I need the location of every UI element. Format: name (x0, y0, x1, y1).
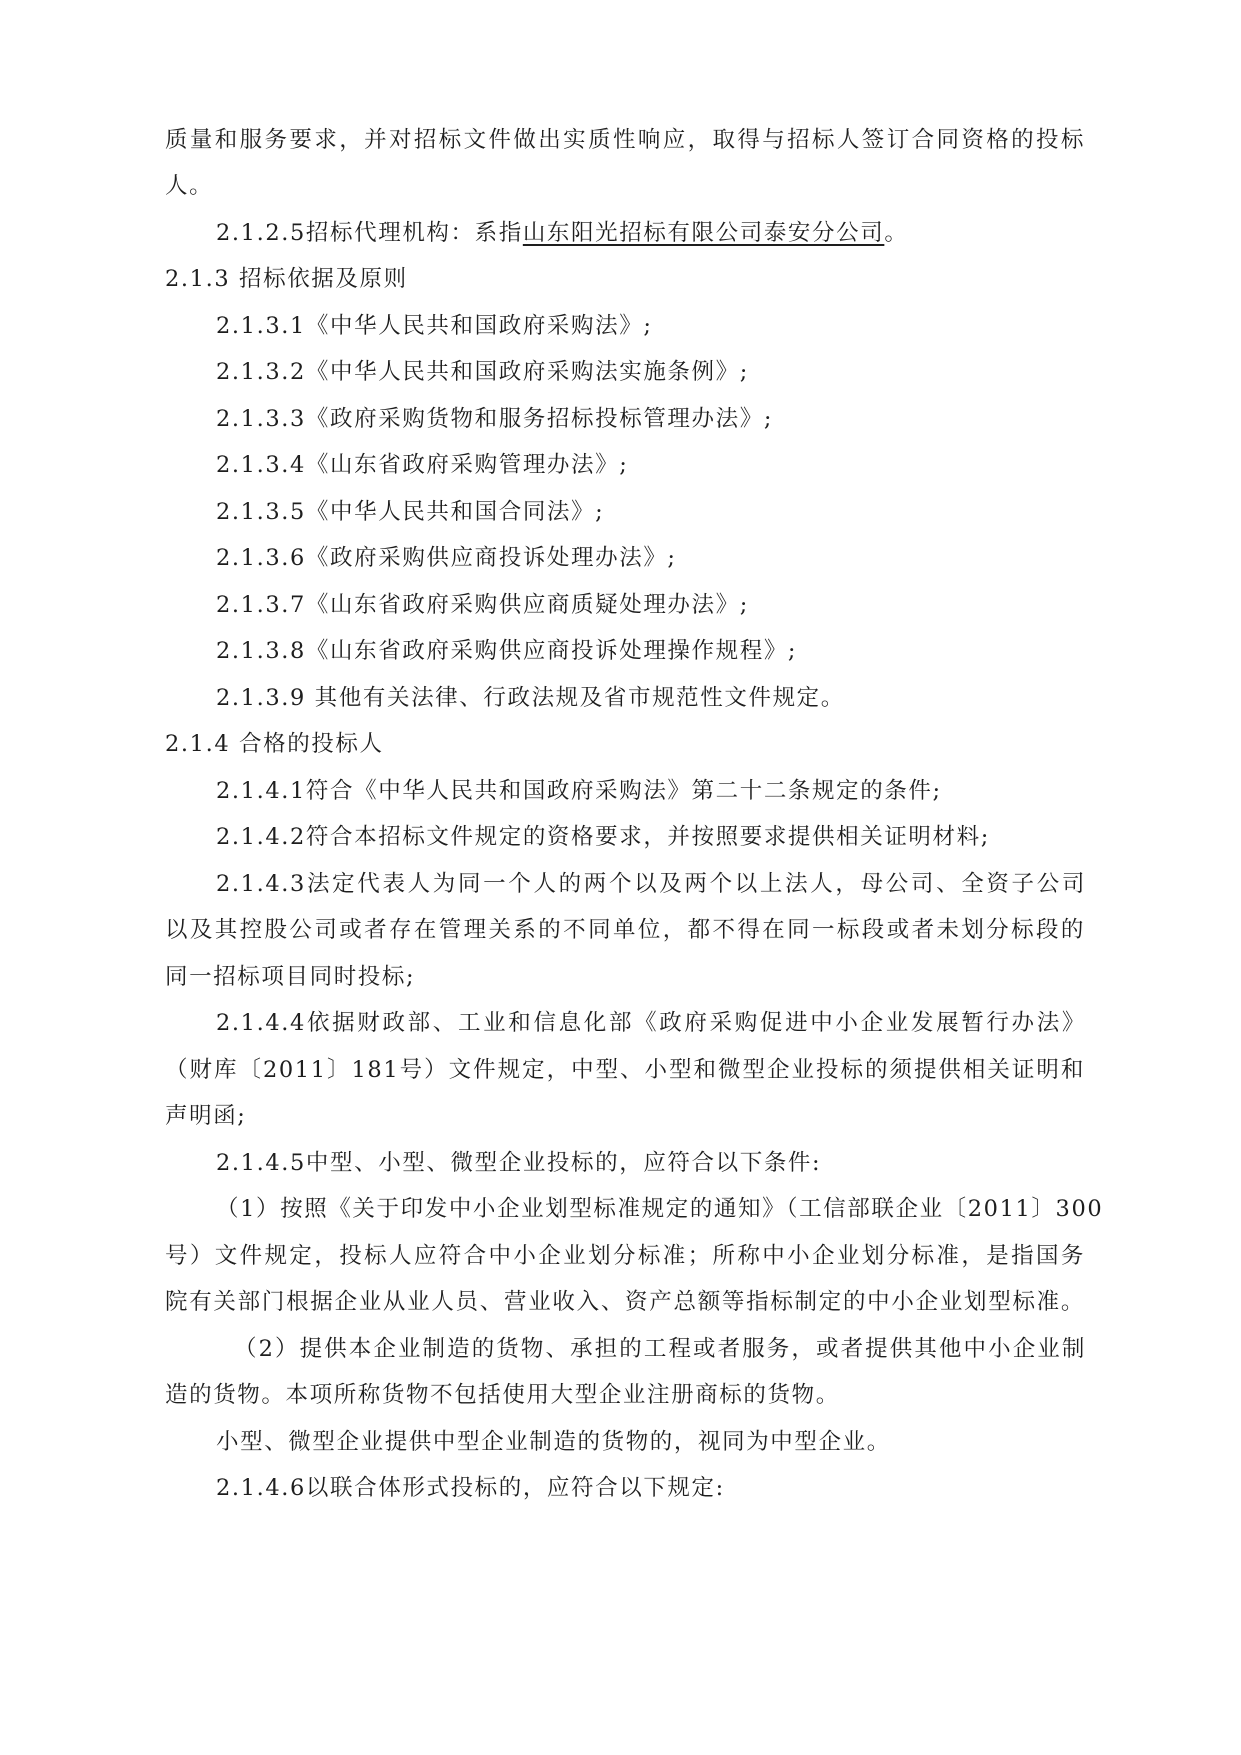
text-line: （财库〔2011〕181号）文件规定，中型、小型和微型企业投标的须提供相关证明和 (165, 1057, 1085, 1083)
text-line: （2）提供本企业制造的货物、承担的工程或者服务，或者提供其他中小企业制 (234, 1336, 1086, 1362)
section-heading: 2.1.4 合格的投标人 (165, 731, 384, 757)
section-heading: 2.1.3 招标依据及原则 (165, 266, 408, 292)
text-line: 2.1.3.9 其他有关法律、行政法规及省市规范性文件规定。 (216, 685, 845, 711)
text-line: 院有关部门根据企业从业人员、营业收入、资产总额等指标制定的中小企业划型标准。 (165, 1289, 1085, 1315)
text-line: 2.1.4.5中型、小型、微型企业投标的，应符合以下条件: (216, 1150, 822, 1176)
text-line: 造的货物。本项所称货物不包括使用大型企业注册商标的货物。 (165, 1382, 840, 1408)
text-line: 以及其控股公司或者存在管理关系的不同单位，都不得在同一标段或者未划分标段的 (165, 917, 1085, 943)
text-line: 人。 (165, 173, 214, 199)
text-line: 2.1.3.2《中华人民共和国政府采购法实施条例》; (216, 359, 749, 385)
text-line-agency (216, 211, 1086, 255)
agency-label: 2.1.2.5招标代理机构：系指 (216, 220, 523, 246)
text-line: 号）文件规定，投标人应符合中小企业划分标准；所称中小企业划分标准，是指国务 (165, 1243, 1085, 1269)
text-line: 2.1.4.1符合《中华人民共和国政府采购法》第二十二条规定的条件; (216, 778, 942, 804)
text-line: 2.1.4.6以联合体形式投标的，应符合以下规定: (216, 1475, 725, 1501)
text-line: 2.1.4.3法定代表人为同一个人的两个以及两个以上法人，母公司、全资子公司 (216, 871, 1086, 897)
text-line: 2.1.3.3《政府采购货物和服务招标投标管理办法》; (216, 406, 773, 432)
text-line: 2.1.4.4依据财政部、工业和信息化部《政府采购促进中小企业发展暂行办法》 (216, 1010, 1086, 1036)
text-line: 2.1.3.5《中华人民共和国合同法》; (216, 499, 605, 525)
text-line: 声明函; (165, 1103, 247, 1129)
agency-end: 。 (884, 220, 909, 246)
text-line: 2.1.3.8《山东省政府采购供应商投诉处理操作规程》; (216, 638, 798, 664)
text-line: 质量和服务要求，并对招标文件做出实质性响应，取得与招标人签订合同资格的投标 (165, 127, 1085, 153)
text-line: 同一招标项目同时投标; (165, 964, 416, 990)
text-line: 2.1.4.2符合本招标文件规定的资格要求，并按照要求提供相关证明材料; (216, 824, 990, 850)
agency-name: 山东阳光招标有限公司泰安分公司 (522, 220, 885, 246)
text-line: 2.1.3.4《山东省政府采购管理办法》; (216, 452, 629, 478)
text-line: （1）按照《关于印发中小企业划型标准规定的通知》（工信部联企业〔2011〕300 (216, 1196, 1104, 1222)
text-line: 2.1.3.7《山东省政府采购供应商质疑处理办法》; (216, 592, 749, 618)
text-line: 2.1.3.6《政府采购供应商投诉处理办法》; (216, 545, 677, 571)
text-line: 小型、微型企业提供中型企业制造的货物的，视同为中型企业。 (216, 1429, 891, 1455)
text-line: 2.1.3.1《中华人民共和国政府采购法》; (216, 313, 653, 339)
